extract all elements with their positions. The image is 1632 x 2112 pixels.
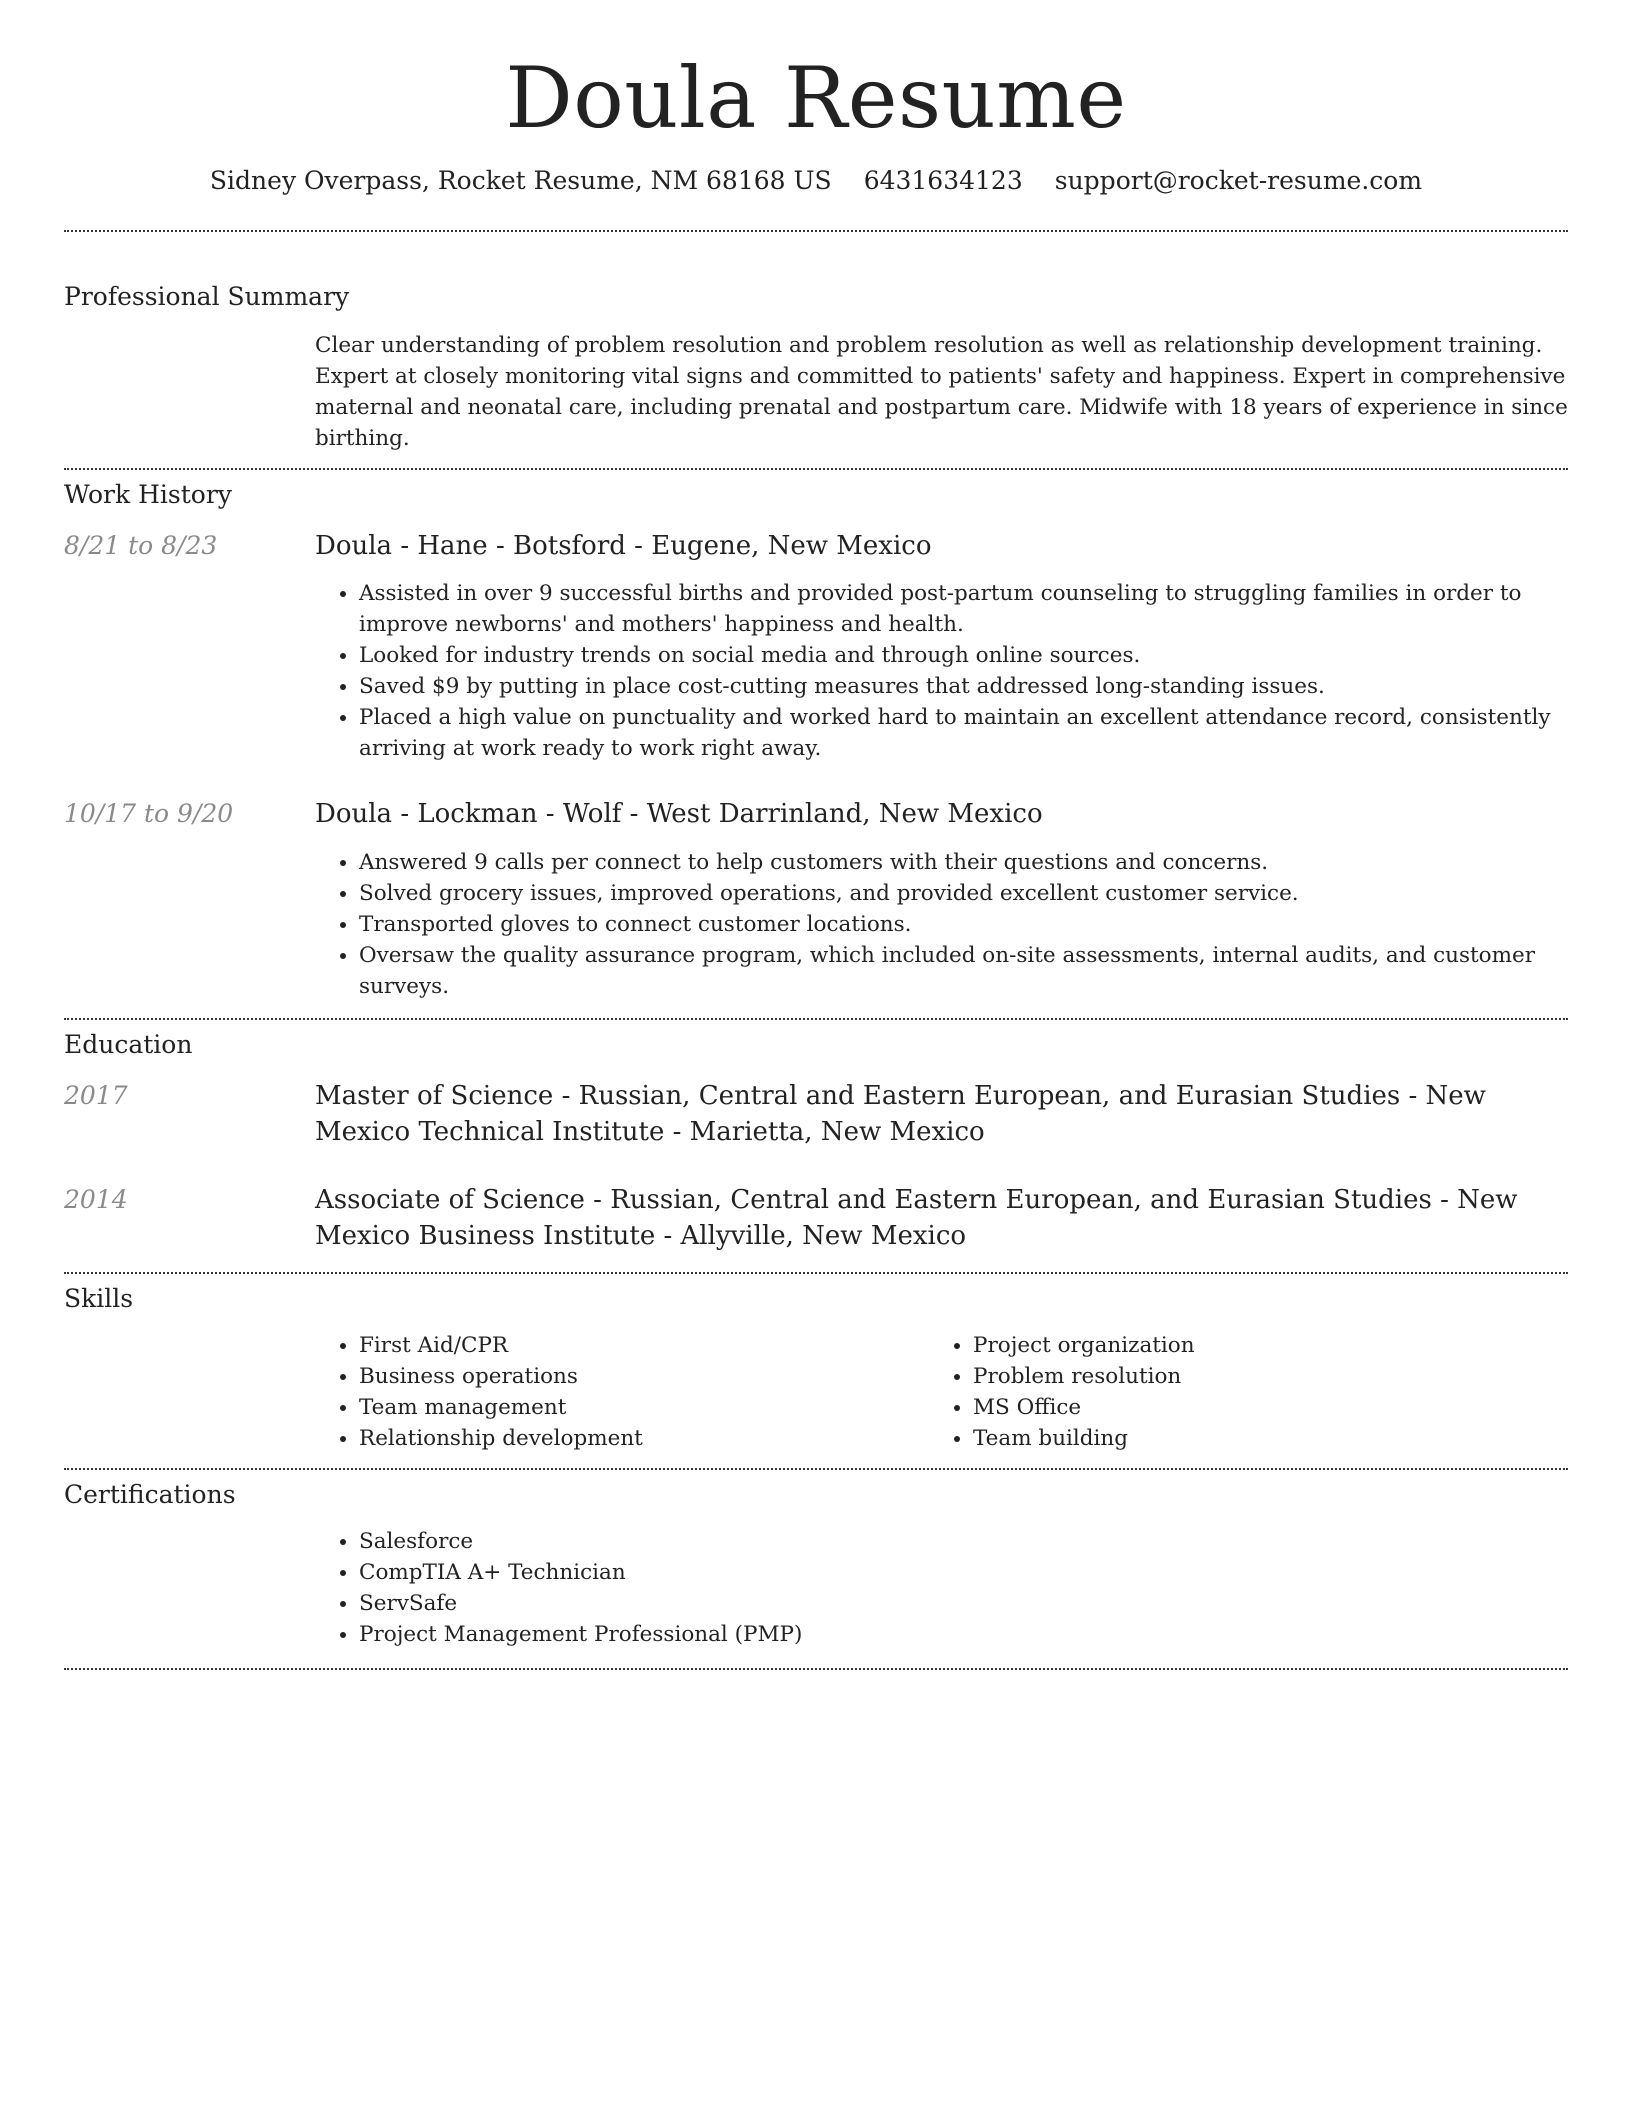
list-item: • Team building xyxy=(973,1423,1568,1454)
section-skills xyxy=(64,1274,1568,1468)
job-title: Doula - Hane - Botsford - Eugene, New Mexico xyxy=(315,531,932,561)
list-item: • Salesforce xyxy=(359,1526,1568,1557)
resume-title: Doula Resume xyxy=(505,49,1127,147)
section-title-certifications: Certifications xyxy=(64,1479,236,1509)
list-item: • Solved grocery issues, improved operations, and provided excellent customer service. xyxy=(359,878,1568,909)
list-item: • Team management xyxy=(359,1392,929,1423)
list-item: • Project Management Professional (PMP) xyxy=(359,1619,1568,1650)
job-title: Doula - Lockman - Wolf - West Darrinland, New Mexico xyxy=(315,799,1043,830)
list-item: • Project organization xyxy=(973,1330,1568,1361)
list-item: • Business operations xyxy=(359,1361,929,1392)
list-item: • Saved $9 by putting in place cost-cutting measures that addressed long-standing issues. xyxy=(359,671,1568,702)
section-education xyxy=(64,1020,1568,1272)
summary-text: Clear understanding of problem resolution and problem resolution as well as relationship development training. Expert at closely monitoring vital signs and committed to patients' safety and happiness. Expert in comprehensive maternal and neonatal care, including prenatal and postpartum care. Midwife with 18 years of experience in since birthing. xyxy=(315,333,1568,451)
list-item: • MS Office xyxy=(973,1392,1568,1423)
skills-column-left xyxy=(315,1330,929,1454)
job-dates: 10/17 to 9/20 xyxy=(64,799,234,829)
list-item: • Transported gloves to connect customer locations. xyxy=(359,909,1568,940)
skills-column-right xyxy=(929,1330,1568,1454)
education-entry xyxy=(64,1182,1568,1272)
job-dates: 8/21 to 8/23 xyxy=(64,531,218,560)
job-entry xyxy=(64,528,1568,764)
section-work-history xyxy=(64,470,1568,1018)
list-item: • Answered 9 calls per connect to help customers with their questions and concerns. xyxy=(359,847,1568,878)
list-item: • Placed a high value on punctuality and worked hard to maintain an excellent attendance record, consistently arriving at work ready to work right away. xyxy=(359,702,1568,764)
contact-address: Sidney Overpass, Rocket Resume, NM 68168 US xyxy=(209,166,832,195)
education-degree: Associate of Science - Russian, Central and Eastern European, and Eurasian Studies - New Mexico Business Institute - Allyville, New Mexico xyxy=(315,1184,1518,1251)
skills-list xyxy=(315,1330,1568,1454)
list-item: • First Aid/CPR xyxy=(359,1330,929,1361)
divider xyxy=(64,1668,1568,1670)
job-bullets xyxy=(315,578,1568,764)
section-professional-summary xyxy=(64,232,1568,468)
section-title-education: Education xyxy=(64,1029,193,1059)
education-year: 2014 xyxy=(64,1184,128,1214)
contact-email: support@rocket-resume.com xyxy=(1054,166,1423,195)
job-bullets xyxy=(315,847,1568,1018)
list-item: • ServSafe xyxy=(359,1588,1568,1619)
list-item: • Assisted in over 9 successful births and provided post-partum counseling to struggling families in order to improve newborns' and mothers' happiness and health. xyxy=(359,578,1568,640)
certifications-list xyxy=(315,1526,1568,1650)
education-year: 2017 xyxy=(64,1080,128,1110)
section-title-summary: Professional Summary xyxy=(64,282,350,311)
section-title-skills: Skills xyxy=(64,1283,134,1313)
list-item: • Looked for industry trends on social media and through online sources. xyxy=(359,640,1568,671)
list-item: • CompTIA A+ Technician xyxy=(359,1557,1568,1588)
job-entry xyxy=(64,796,1568,1017)
contact-phone: 6431634123 xyxy=(863,166,1023,195)
list-item: • Oversaw the quality assurance program, which included on-site assessments, internal audits, and customer surveys. xyxy=(359,940,1568,1002)
list-item: • Relationship development xyxy=(359,1423,929,1454)
education-entry xyxy=(64,1078,1568,1150)
education-degree: Master of Science - Russian, Central and Eastern European, and Eurasian Studies - New Mexico Technical Institute - Marietta, New Mexico xyxy=(315,1080,1486,1147)
section-title-work: Work History xyxy=(64,480,232,509)
contact-line xyxy=(64,166,1568,196)
section-certifications xyxy=(64,1470,1568,1668)
list-item: • Problem resolution xyxy=(973,1361,1568,1392)
